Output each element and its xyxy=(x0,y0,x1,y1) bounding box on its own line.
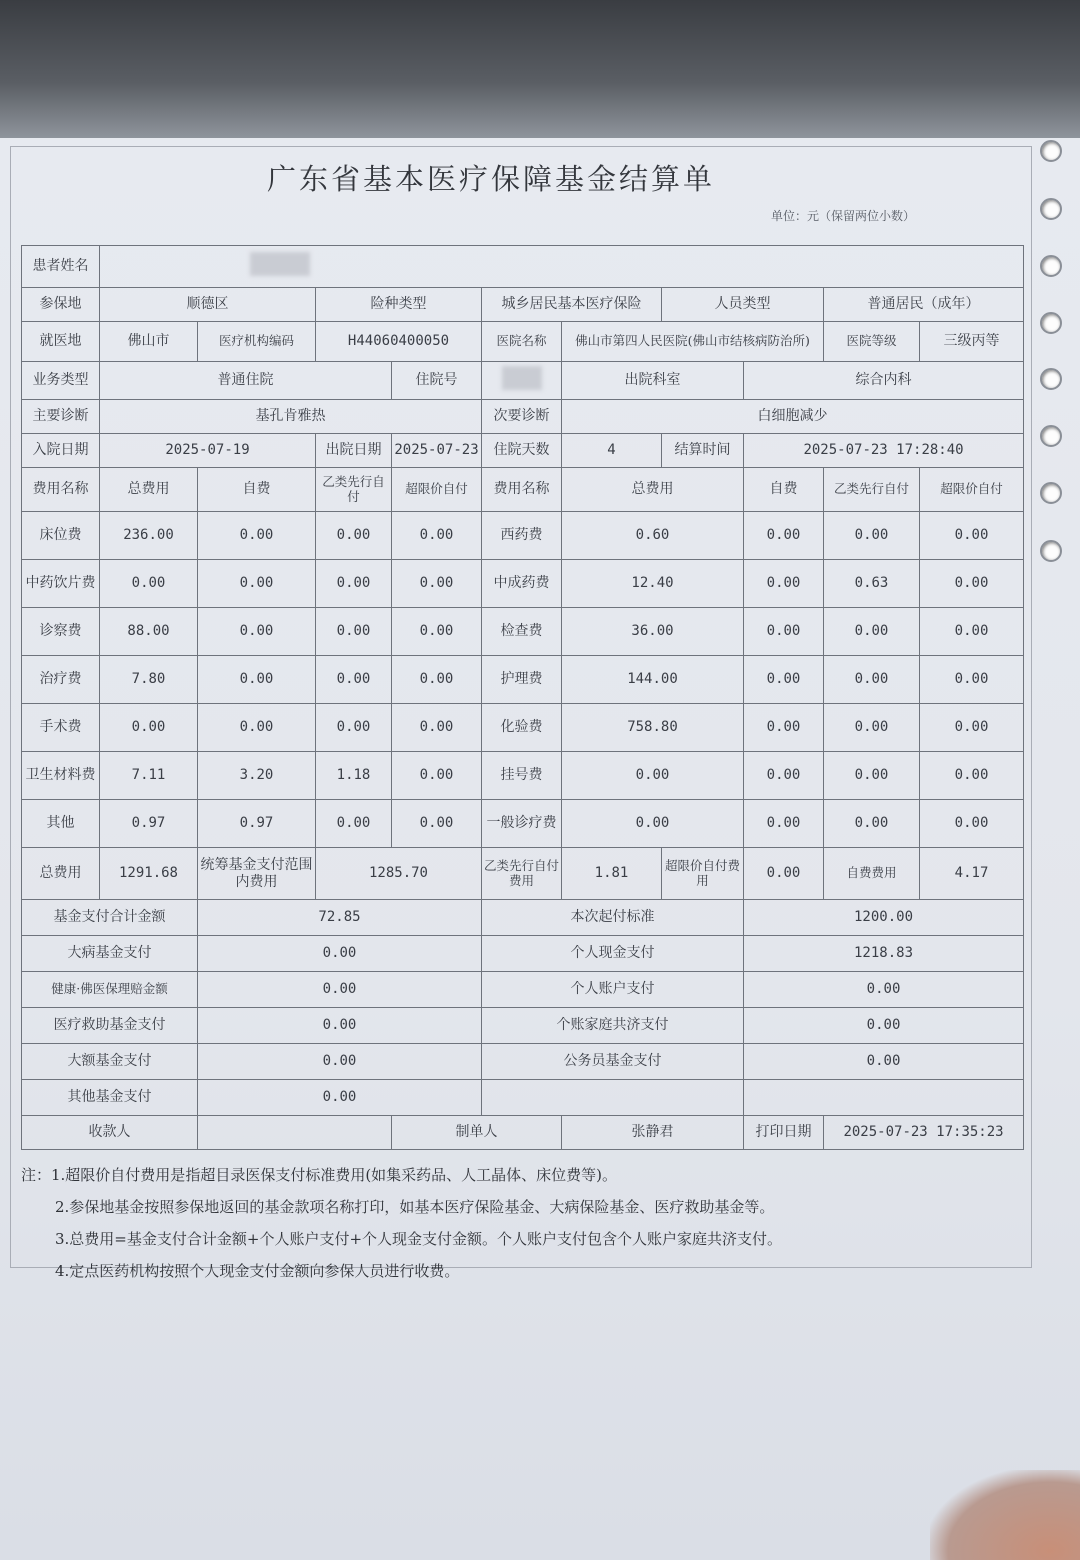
fee-over-limit: 0.00 xyxy=(920,800,1024,848)
fee-over-limit: 0.00 xyxy=(920,560,1024,608)
settlement-paper xyxy=(0,138,1080,1560)
over-limit-total-value: 0.00 xyxy=(744,848,824,900)
fee-self: 0.00 xyxy=(744,560,824,608)
fee-total: 88.00 xyxy=(100,608,198,656)
finger xyxy=(930,1470,1080,1560)
fee-self: 3.20 xyxy=(198,752,316,800)
stay-days-value: 4 xyxy=(562,434,662,468)
fee-over-limit: 0.00 xyxy=(920,752,1024,800)
fee-class-b: 0.00 xyxy=(316,656,392,704)
person-type-value: 普通居民（成年） xyxy=(824,288,1024,322)
fund-label: 医疗救助基金支付 xyxy=(22,1008,198,1044)
institution-code-label: 医疗机构编码 xyxy=(198,322,316,362)
fee-header-row xyxy=(22,468,1024,512)
fee-over-limit: 0.00 xyxy=(920,704,1024,752)
feed-hole-icon xyxy=(1040,540,1062,562)
fee-self: 0.00 xyxy=(198,560,316,608)
insurance-type-value: 城乡居民基本医疗保险 xyxy=(482,288,662,322)
fee-over-limit: 0.00 xyxy=(920,512,1024,560)
main-diagnosis-label: 主要诊断 xyxy=(22,400,100,434)
footnote: 注：1.超限价自付费用是指超目录医保支付标准费用(如集采药品、人工晶体、床位费等)。 xyxy=(21,1166,618,1184)
fee-name: 检查费 xyxy=(482,608,562,656)
admission-no-value xyxy=(482,362,562,400)
fund-value: 0.00 xyxy=(198,1008,482,1044)
total-fee-label: 总费用 xyxy=(22,848,100,900)
fee-name: 一般诊疗费 xyxy=(482,800,562,848)
fund-row xyxy=(22,1008,1024,1044)
fee-self: 0.00 xyxy=(744,704,824,752)
self-pay-total-value: 4.17 xyxy=(920,848,1024,900)
fund-label: 健康·佛医保理赔金额 xyxy=(22,972,198,1008)
fee-self: 0.00 xyxy=(744,608,824,656)
footnotes xyxy=(21,1159,1031,1287)
fee-over-limit: 0.00 xyxy=(392,752,482,800)
fee-total: 7.11 xyxy=(100,752,198,800)
fee-self: 0.00 xyxy=(198,656,316,704)
fee-class-b: 0.00 xyxy=(316,608,392,656)
signature-row xyxy=(22,1116,1024,1150)
fee-total: 0.97 xyxy=(100,800,198,848)
fee-self: 0.00 xyxy=(744,752,824,800)
discharge-dept-label: 出院科室 xyxy=(562,362,744,400)
fee-header-cell: 自费 xyxy=(198,468,316,512)
settlement-time-label: 结算时间 xyxy=(662,434,744,468)
fund-label: 个账家庭共济支付 xyxy=(482,1008,744,1044)
fee-over-limit: 0.00 xyxy=(392,560,482,608)
fee-over-limit: 0.00 xyxy=(920,608,1024,656)
fee-total: 12.40 xyxy=(562,560,744,608)
over-limit-total-label: 超限价自付费用 xyxy=(662,848,744,900)
fee-class-b: 0.00 xyxy=(824,800,920,848)
background-edge xyxy=(0,0,1080,150)
fund-row xyxy=(22,972,1024,1008)
fee-total: 7.80 xyxy=(100,656,198,704)
hospital-row xyxy=(22,322,1024,362)
redacted-name xyxy=(250,252,310,276)
fee-class-b: 0.00 xyxy=(316,560,392,608)
fee-over-limit: 0.00 xyxy=(392,608,482,656)
payee-value xyxy=(198,1116,392,1150)
fund-value: 0.00 xyxy=(744,1044,1024,1080)
discharge-dept-value: 综合内科 xyxy=(744,362,1024,400)
fee-name: 化验费 xyxy=(482,704,562,752)
fee-class-b: 0.00 xyxy=(824,752,920,800)
patient-name-value xyxy=(100,246,1024,288)
fee-over-limit: 0.00 xyxy=(392,656,482,704)
fee-header-cell: 费用名称 xyxy=(22,468,100,512)
fee-total: 0.60 xyxy=(562,512,744,560)
fund-value: 0.00 xyxy=(198,972,482,1008)
class-b-total-label: 乙类先行自付费用 xyxy=(482,848,562,900)
fee-self: 0.00 xyxy=(198,704,316,752)
fund-row xyxy=(22,1044,1024,1080)
fund-label: 个人现金支付 xyxy=(482,936,744,972)
feed-hole-icon xyxy=(1040,312,1062,334)
print-date-value: 2025-07-23 17:35:23 xyxy=(824,1116,1024,1150)
insurance-type-label: 险种类型 xyxy=(316,288,482,322)
admission-date-label: 入院日期 xyxy=(22,434,100,468)
feed-hole-icon xyxy=(1040,255,1062,277)
patient-name-row xyxy=(22,246,1024,288)
pooled-range-value: 1285.70 xyxy=(316,848,482,900)
fee-row xyxy=(22,560,1024,608)
fund-label: 个人账户支付 xyxy=(482,972,744,1008)
fee-total: 36.00 xyxy=(562,608,744,656)
fee-name: 护理费 xyxy=(482,656,562,704)
fee-header-cell: 超限价自付 xyxy=(920,468,1024,512)
fee-row xyxy=(22,800,1024,848)
admission-no-label: 住院号 xyxy=(392,362,482,400)
footnote: 2.参保地基金按照参保地返回的基金款项名称打印，如基本医疗保险基金、大病保险基金、医疗救助基金等。 xyxy=(55,1198,775,1216)
fund-value: 0.00 xyxy=(198,936,482,972)
footnote: 4.定点医药机构按照个人现金支付金额向参保人员进行收费。 xyxy=(55,1262,460,1280)
feed-hole-icon xyxy=(1040,368,1062,390)
footnote: 3.总费用=基金支付合计金额+个人账户支付+个人现金支付金额。个人账户支付包含个人账户家庭共济支付。 xyxy=(55,1230,783,1248)
fee-name: 西药费 xyxy=(482,512,562,560)
fund-value: 0.00 xyxy=(744,1008,1024,1044)
fee-name: 手术费 xyxy=(22,704,100,752)
business-type-label: 业务类型 xyxy=(22,362,100,400)
fund-value xyxy=(744,1080,1024,1116)
fee-over-limit: 0.00 xyxy=(392,512,482,560)
fund-label: 其他基金支付 xyxy=(22,1080,198,1116)
fee-class-b: 0.00 xyxy=(824,704,920,752)
fee-name: 挂号费 xyxy=(482,752,562,800)
fund-value: 0.00 xyxy=(198,1044,482,1080)
fee-self: 0.97 xyxy=(198,800,316,848)
settlement-form xyxy=(10,146,1032,1280)
feed-hole-icon xyxy=(1040,482,1062,504)
fee-header-cell: 费用名称 xyxy=(482,468,562,512)
fee-class-b: 1.18 xyxy=(316,752,392,800)
preparer-label: 制单人 xyxy=(392,1116,562,1150)
institution-code-value: H44060400050 xyxy=(316,322,482,362)
treatment-place-label: 就医地 xyxy=(22,322,100,362)
secondary-diagnosis-label: 次要诊断 xyxy=(482,400,562,434)
fee-row xyxy=(22,656,1024,704)
business-type-value: 普通住院 xyxy=(100,362,392,400)
fee-header-cell: 乙类先行自付 xyxy=(824,468,920,512)
unit-note: 单位：元（保留两位小数） xyxy=(771,209,916,223)
fund-value: 0.00 xyxy=(198,1080,482,1116)
admission-date-value: 2025-07-19 xyxy=(100,434,316,468)
fee-header-cell: 超限价自付 xyxy=(392,468,482,512)
fee-row xyxy=(22,608,1024,656)
settlement-time-value: 2025-07-23 17:28:40 xyxy=(744,434,1024,468)
insured-place-label: 参保地 xyxy=(22,288,100,322)
fee-class-b: 0.00 xyxy=(824,608,920,656)
fee-total: 0.00 xyxy=(562,752,744,800)
total-row xyxy=(22,848,1024,900)
business-row xyxy=(22,362,1024,400)
print-date-label: 打印日期 xyxy=(744,1116,824,1150)
class-b-total-value: 1.81 xyxy=(562,848,662,900)
fee-total: 0.00 xyxy=(562,800,744,848)
fee-class-b: 0.00 xyxy=(316,704,392,752)
fee-over-limit: 0.00 xyxy=(392,704,482,752)
fee-total: 144.00 xyxy=(562,656,744,704)
fee-self: 0.00 xyxy=(744,512,824,560)
hospital-name-label: 医院名称 xyxy=(482,322,562,362)
fund-row xyxy=(22,1080,1024,1116)
fund-label: 基金支付合计金额 xyxy=(22,900,198,936)
fee-name: 诊察费 xyxy=(22,608,100,656)
patient-name-label: 患者姓名 xyxy=(22,246,100,288)
pooled-range-label: 统筹基金支付范围内费用 xyxy=(198,848,316,900)
settlement-table xyxy=(21,245,1024,1150)
fee-total: 758.80 xyxy=(562,704,744,752)
fund-label: 大病基金支付 xyxy=(22,936,198,972)
fund-label: 大额基金支付 xyxy=(22,1044,198,1080)
fee-header-cell: 乙类先行自付 xyxy=(316,468,392,512)
person-type-label: 人员类型 xyxy=(662,288,824,322)
stay-days-label: 住院天数 xyxy=(482,434,562,468)
fund-value: 1200.00 xyxy=(744,900,1024,936)
preparer-value: 张静君 xyxy=(562,1116,744,1150)
fund-value: 72.85 xyxy=(198,900,482,936)
fund-label xyxy=(482,1080,744,1116)
insured-row xyxy=(22,288,1024,322)
fund-row xyxy=(22,900,1024,936)
hospital-grade-label: 医院等级 xyxy=(824,322,920,362)
fee-name: 中药饮片费 xyxy=(22,560,100,608)
fee-class-b: 0.00 xyxy=(824,512,920,560)
fund-label: 公务员基金支付 xyxy=(482,1044,744,1080)
fee-over-limit: 0.00 xyxy=(392,800,482,848)
self-pay-total-label: 自费费用 xyxy=(824,848,920,900)
fund-label: 本次起付标准 xyxy=(482,900,744,936)
fee-row xyxy=(22,752,1024,800)
fee-name: 治疗费 xyxy=(22,656,100,704)
fee-row xyxy=(22,704,1024,752)
total-fee-value: 1291.68 xyxy=(100,848,198,900)
fee-row xyxy=(22,512,1024,560)
hospital-name-value: 佛山市第四人民医院(佛山市结核病防治所) xyxy=(562,322,824,362)
payee-label: 收款人 xyxy=(22,1116,198,1150)
fee-over-limit: 0.00 xyxy=(920,656,1024,704)
fee-self: 0.00 xyxy=(198,512,316,560)
fee-self: 0.00 xyxy=(744,656,824,704)
fee-class-b: 0.00 xyxy=(824,656,920,704)
secondary-diagnosis-value: 白细胞减少 xyxy=(562,400,1024,434)
fund-value: 1218.83 xyxy=(744,936,1024,972)
discharge-date-value: 2025-07-23 xyxy=(392,434,482,468)
discharge-date-label: 出院日期 xyxy=(316,434,392,468)
fund-row xyxy=(22,936,1024,972)
fee-header-cell: 总费用 xyxy=(100,468,198,512)
fee-total: 0.00 xyxy=(100,704,198,752)
fee-class-b: 0.00 xyxy=(316,800,392,848)
hospital-grade-value: 三级丙等 xyxy=(920,322,1024,362)
treatment-place-value: 佛山市 xyxy=(100,322,198,362)
fee-total: 236.00 xyxy=(100,512,198,560)
fee-name: 卫生材料费 xyxy=(22,752,100,800)
redacted-admission-no xyxy=(502,366,542,390)
feed-hole-icon xyxy=(1040,198,1062,220)
fee-name: 其他 xyxy=(22,800,100,848)
fee-class-b: 0.00 xyxy=(316,512,392,560)
insured-place-value: 顺德区 xyxy=(100,288,316,322)
fee-class-b: 0.63 xyxy=(824,560,920,608)
fee-header-cell: 总费用 xyxy=(562,468,744,512)
fee-name: 中成药费 xyxy=(482,560,562,608)
diagnosis-row xyxy=(22,400,1024,434)
fee-header-cell: 自费 xyxy=(744,468,824,512)
main-diagnosis-value: 基孔肯雅热 xyxy=(100,400,482,434)
fund-value: 0.00 xyxy=(744,972,1024,1008)
fee-total: 0.00 xyxy=(100,560,198,608)
feed-hole-icon xyxy=(1040,140,1062,162)
feed-hole-icon xyxy=(1040,425,1062,447)
fee-self: 0.00 xyxy=(198,608,316,656)
tractor-feed-holes xyxy=(1040,140,1070,570)
dates-row xyxy=(22,434,1024,468)
fee-self: 0.00 xyxy=(744,800,824,848)
form-title: 广东省基本医疗保障基金结算单 xyxy=(266,162,715,196)
fee-name: 床位费 xyxy=(22,512,100,560)
